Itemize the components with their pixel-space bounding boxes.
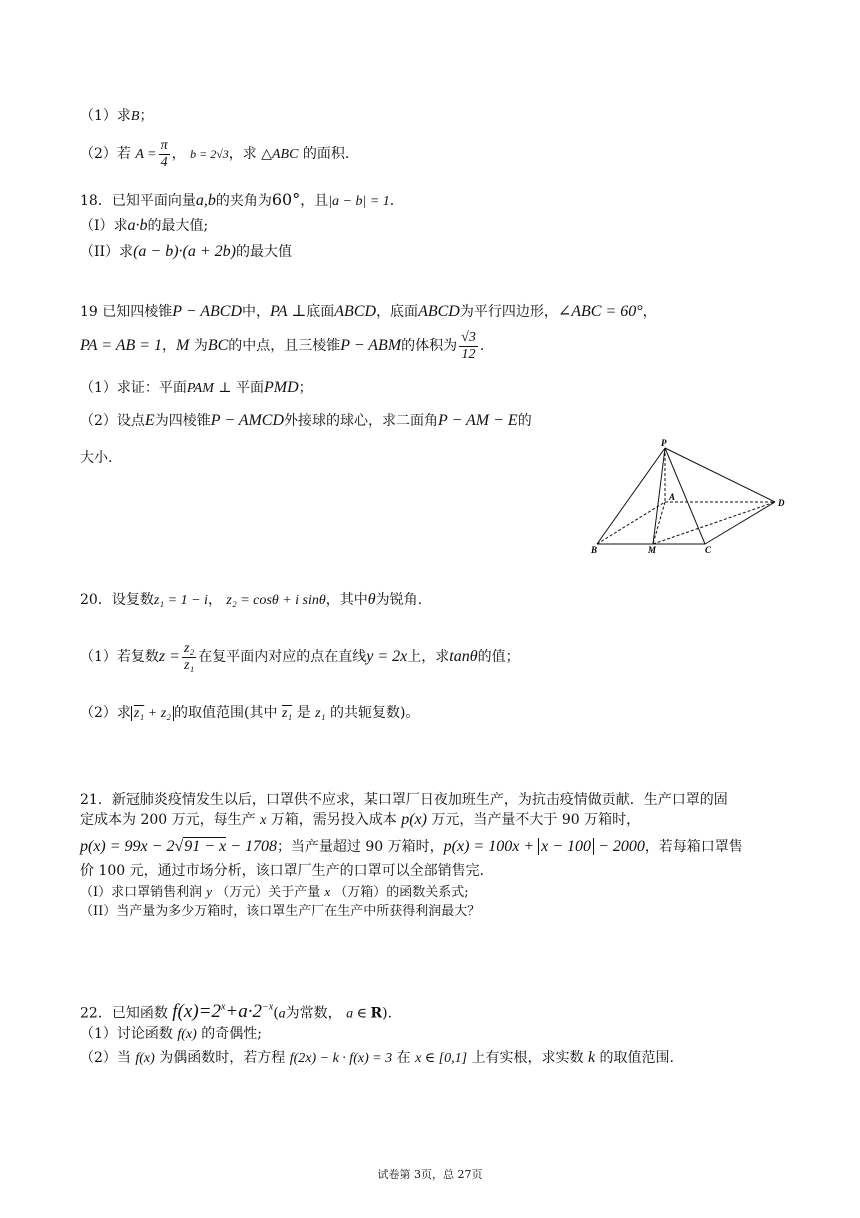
label-D: D bbox=[778, 498, 785, 508]
pyramid-figure bbox=[585, 438, 795, 556]
edge-PD bbox=[665, 448, 775, 502]
label-C: C bbox=[705, 545, 712, 555]
page-footer: 试卷第 3页，总 27页 bbox=[377, 1168, 483, 1181]
q21-part2: （II）当产量为多少万箱时，该口罩生产厂在生产中所获得利润最大？ bbox=[80, 904, 481, 919]
q20-title: 20．设复数z₁ = 1 − i， z₂ = cosθ + i sinθ，其中θ为锐角. bbox=[80, 591, 423, 608]
q22-part1: （1）讨论函数 f(x) 的奇偶性; bbox=[80, 1026, 262, 1042]
function-definition: $f(x)=2^x+a\cdot 2^{-x}$ bbox=[172, 1001, 274, 1023]
q19-part1: （1）求证：平面PAM ⊥ 平面PMD； bbox=[80, 379, 313, 396]
q21-line3: p(x) = 99x − 2√91 − x − 1708；当产量超过 90 万箱时，p(x) = 100x + x − 100 − 2000，若每箱口罩售 bbox=[80, 838, 743, 855]
edge-MD bbox=[653, 502, 775, 544]
q21-line2: 定成本为 200 万元，每生产 x 万箱，需另投入成本 p(x) 万元，当产量不大于 90 万箱时， bbox=[80, 811, 641, 828]
label-P: P bbox=[661, 438, 667, 448]
q20-part2: （2）求 z₁ + z₂ 的取值范围(其中 z₁ 是 z₁ 的共轭复数)。 bbox=[80, 705, 420, 721]
label-M: M bbox=[648, 545, 657, 555]
label-B: B bbox=[591, 545, 598, 555]
q19-line1: 19 已知四棱锥P − ABCD中，PA ⊥底面ABCD，底面ABCD为平行四边形，∠ABC = 60°， bbox=[80, 303, 657, 320]
q21-line4: 价 100 元，通过市场分析，该口罩厂生产的口罩可以全部销售完． bbox=[80, 863, 494, 879]
q19-line2: PA = AB = 1，M 为BC的中点，且三棱锥P − ABM的体积为 $\frac{√3}{12}$ . bbox=[80, 329, 485, 362]
pi-over-4: $\frac{\pi}{4}$ bbox=[160, 137, 168, 170]
q21-part1: （I）求口罩销售利润 y （万元）关于产量 x （万箱）的函数关系式; bbox=[80, 884, 469, 900]
q18-part2: （II）求(a − b)·(a + 2b)的最大值 bbox=[80, 243, 292, 260]
q18-title: 18．已知平面向量a,b的夹角为60°，且|a − b| = 1. bbox=[80, 190, 395, 209]
q22-part2: （2）当 f(x) 为偶函数时，若方程 f(2x) − k · f(x) = 3 在 x ∈ [0,1] 上有实根，求实数 k 的取值范围. bbox=[80, 1049, 674, 1066]
q18-part1: （I）求a·b的最大值; bbox=[80, 217, 209, 234]
q19-part2-cont: 大小. bbox=[80, 450, 113, 466]
modulus-expression: z₁ + z₂ bbox=[131, 706, 174, 721]
q21-line1: 21．新冠肺炎疫情发生以后，口罩供不应求，某口罩厂日夜加班生产，为抗击疫情做贡献．生产口罩的固 bbox=[80, 792, 728, 808]
q22-title: 22．已知函数 $f(x)=2^x+a\cdot 2^{-x}(a$为常数， a ∈ R). bbox=[80, 1001, 393, 1023]
q17-part2: （2）若 A = $\frac{\pi}{4}$ ， b = 2√3，求 △ABC 的面积. bbox=[80, 137, 350, 170]
q17-part1: （1）求B； bbox=[80, 108, 154, 124]
vector-ab: a,b bbox=[195, 192, 216, 209]
q20-part1: （1）若复数z = $\frac{\text{z₂}}{\text{z₁}}$ 在复平面内对应的点在直线y = 2x上，求tanθ的值； bbox=[80, 640, 520, 673]
root3-over-12: $\frac{√3}{12}$ bbox=[461, 329, 476, 362]
q19-part2: （2）设点E为四棱锥P − AMCD外接球的球心，求二面角P − AM − E的 bbox=[80, 412, 532, 429]
z2-over-z1: $\frac{\text{z₂}}{\text{z₁}}$ bbox=[183, 640, 195, 673]
label-A: A bbox=[669, 492, 676, 502]
